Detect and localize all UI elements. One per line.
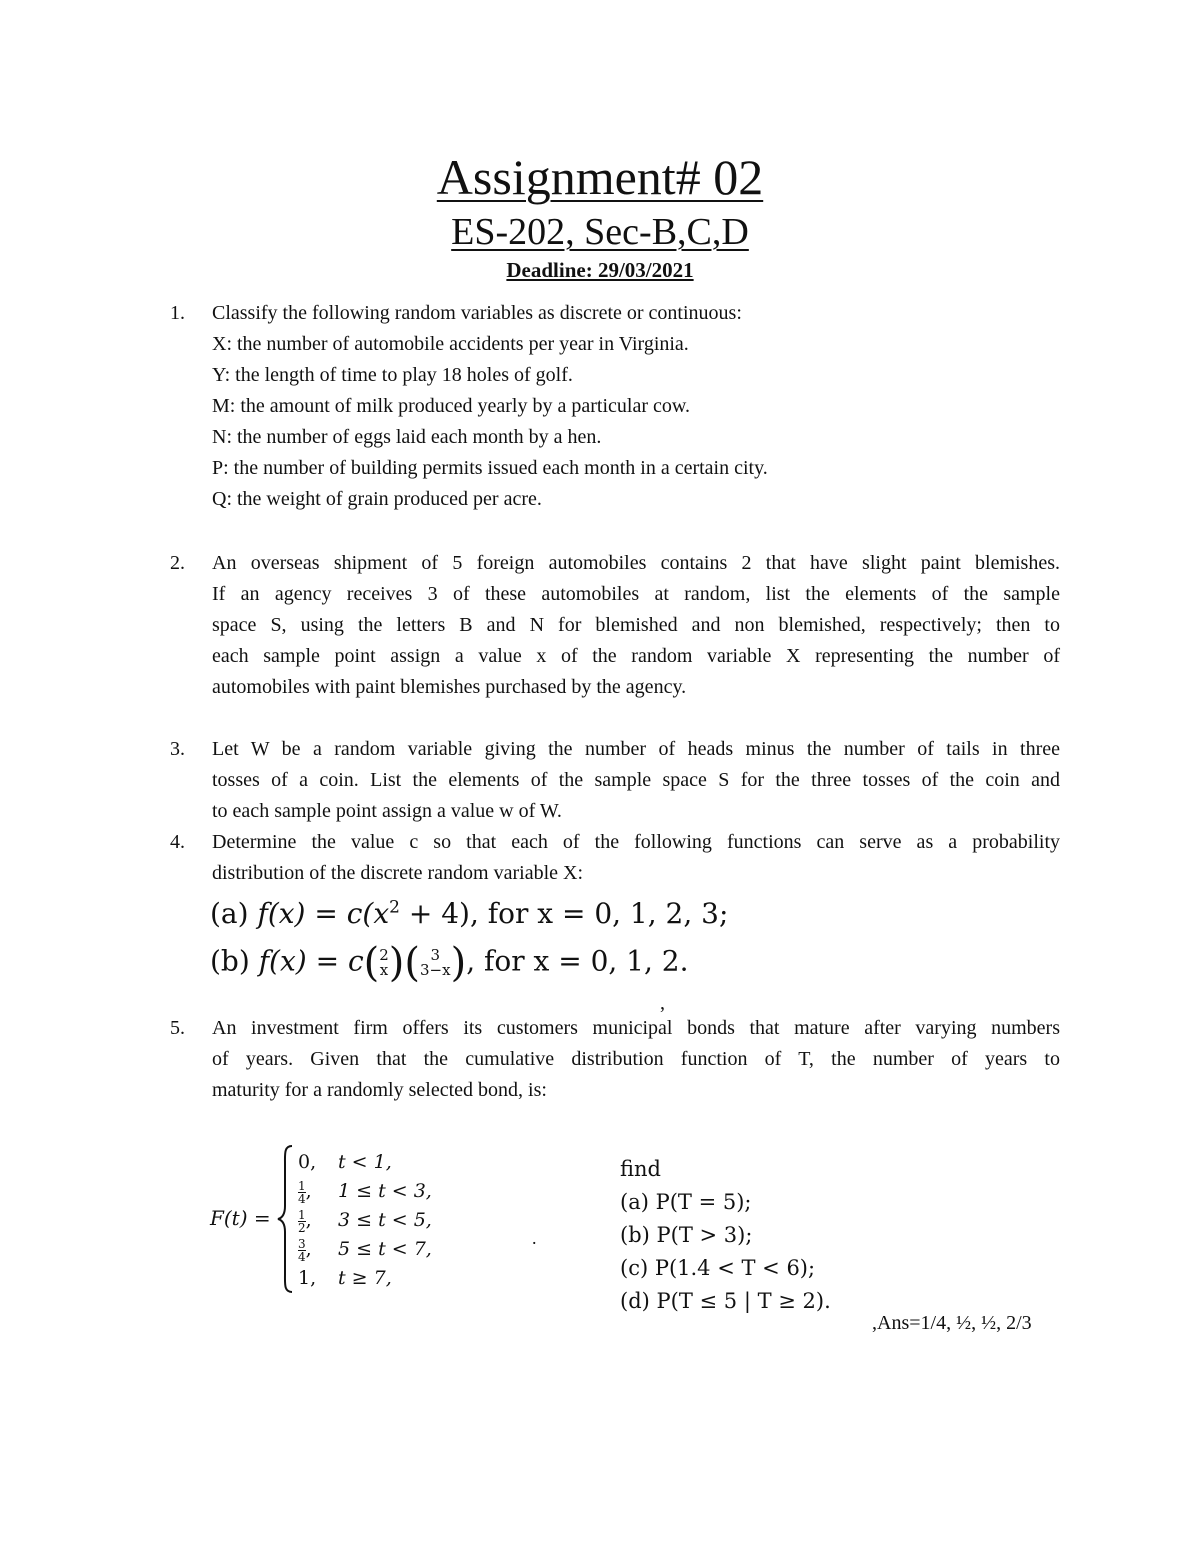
find-item: (a) P(T = 5); <box>620 1190 752 1214</box>
question-line: each sample point assign a value x of the random variable X representing the number of <box>212 645 1060 667</box>
question-line: of years. Given that the cumulative distribution function of T, the number of years to <box>212 1048 1060 1070</box>
formula-exponent: 2 <box>389 897 400 918</box>
question-line: N: the number of eggs laid each month by a hen. <box>212 426 602 448</box>
question-number: 3. <box>170 738 185 760</box>
course-title: ES-202, Sec-B,C,D <box>451 211 749 253</box>
formula-lhs: f(x) = c <box>258 944 364 978</box>
question-number: 1. <box>170 302 185 324</box>
question-line: Y: the length of time to play 18 holes of golf. <box>212 364 573 386</box>
question-line: Let W be a random variable giving the number of heads minus the number of tails in three <box>212 738 1060 760</box>
question-number: 4. <box>170 831 185 853</box>
question-line: If an agency receives 3 of these automobiles at random, list the elements of the sample <box>212 583 1060 605</box>
binomial-bottom: 3−x <box>420 961 451 979</box>
question-line: Determine the value c so that each of the following functions can serve as a probability <box>212 831 1060 853</box>
binomial-bottom: x <box>379 961 389 979</box>
cdf-row: 1, t ≥ 7, <box>298 1267 392 1289</box>
question-2 <box>170 548 1060 703</box>
binomial-top: 2 <box>379 946 389 964</box>
stray-mark: , <box>660 992 665 1014</box>
formula-label: (b) <box>210 944 250 978</box>
find-item: (d) P(T ≤ 5 | T ≥ 2). <box>620 1289 831 1313</box>
question-line: Q: the weight of grain produced per acre. <box>212 488 542 510</box>
question-3 <box>170 734 1060 827</box>
question-line: X: the number of automobile accidents per year in Virginia. <box>212 333 689 355</box>
question-5 <box>170 1013 1060 1106</box>
question-line: P: the number of building permits issued each month in a certain city. <box>212 457 768 479</box>
cdf-row: $\frac{1}{4}$ , 1 ≤ t < 3, <box>298 1178 432 1206</box>
question-line: M: the amount of milk produced yearly by a particular cow. <box>212 395 690 417</box>
question-line: tosses of a coin. List the elements of the sample space S for the three tosses of the coin and <box>212 769 1060 791</box>
find-heading: find <box>620 1157 661 1181</box>
deadline: Deadline: 29/03/2021 <box>506 258 694 282</box>
binomial-1 <box>379 948 389 978</box>
formula-label: (a) <box>210 897 249 930</box>
question-number: 5. <box>170 1017 185 1039</box>
question-1 <box>170 298 1060 515</box>
cdf-definition <box>210 1140 660 1300</box>
question-line: An overseas shipment of 5 foreign automobiles contains 2 that have slight paint blemishes. <box>212 552 1060 574</box>
question-number: 2. <box>170 552 185 574</box>
question-4 <box>170 827 1060 889</box>
separator-dot: . <box>532 1228 537 1248</box>
formula-a <box>210 897 728 930</box>
find-list <box>620 1153 831 1318</box>
question-line: space S, using the letters B and N for blemished and non blemished, respectively; then to <box>212 614 1060 636</box>
find-item: (c) P(1.4 < T < 6); <box>620 1256 816 1280</box>
question-line: distribution of the discrete random variable X: <box>212 862 584 884</box>
question-line: Classify the following random variables as discrete or continuous: <box>212 302 742 324</box>
cdf-row: $\frac{1}{2}$ , 3 ≤ t < 5, <box>298 1207 432 1235</box>
page-title: Assignment# 02 <box>436 149 764 205</box>
question-line: An investment firm offers its customers municipal bonds that mature after varying numbers <box>212 1017 1060 1039</box>
cdf-row: 0, t < 1, <box>298 1151 392 1173</box>
left-brace-icon <box>276 1144 296 1294</box>
formula-rhs: , for x = 0, 1, 2. <box>466 944 689 978</box>
answer-key: ,Ans=1/4, ½, ½, 2/3 <box>872 1312 1032 1334</box>
cdf-row: $\frac{3}{4}$ , 5 ≤ t < 7, <box>298 1236 432 1264</box>
formula-b: (b) f(x) = c( 2 x )( 3 3−x ), for x = 0, 1, 2. <box>210 940 689 986</box>
question-line: maturity for a randomly selected bond, is: <box>212 1079 547 1101</box>
formula-rhs: + 4), for x = 0, 1, 2, 3; <box>399 897 729 930</box>
binomial-top: 3 <box>430 946 441 964</box>
cdf-lhs: F(t) = <box>210 1206 271 1230</box>
find-item: (b) P(T > 3); <box>620 1223 753 1247</box>
binomial-2 <box>420 948 451 978</box>
formula-lhs: f(x) = c(x <box>257 897 390 930</box>
question-line: automobiles with paint blemishes purchased by the agency. <box>212 676 687 698</box>
question-line: to each sample point assign a value w of W. <box>212 800 562 822</box>
